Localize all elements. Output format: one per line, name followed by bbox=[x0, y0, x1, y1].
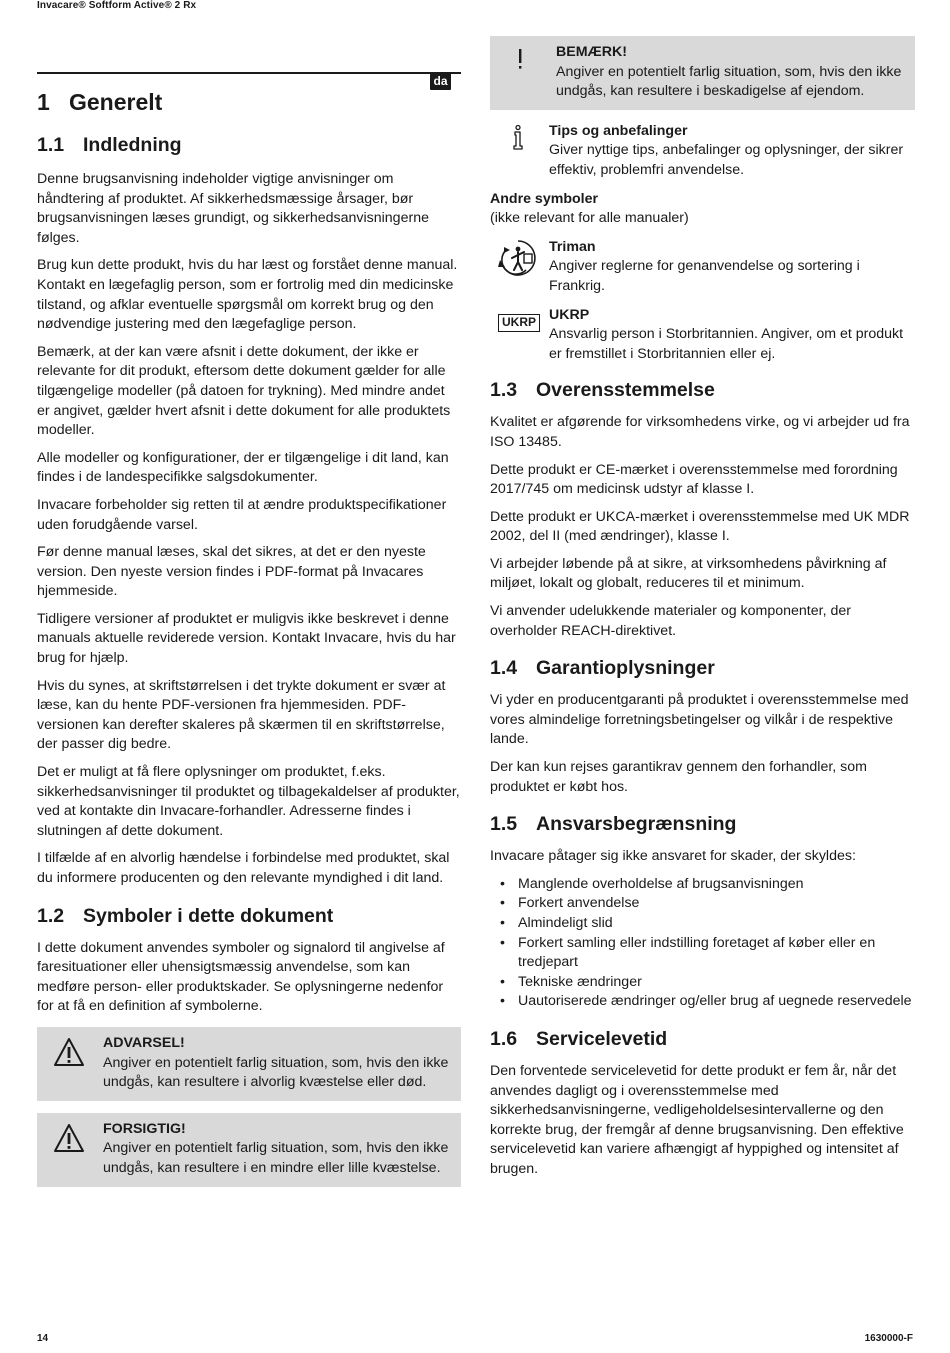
paragraph: Vi arbejder løbende på at sikre, at virksomhedens påvirkning af miljøet, lokalt og globalt, reduceres til et minimum. bbox=[490, 555, 887, 592]
paragraph: Alle modeller og konfigurationer, der er tilgængelige i dit land, kan findes i de landespecifikke salgsdokumenter. bbox=[37, 449, 449, 486]
paragraph: Invacare forbeholder sig retten til at ændre produktspecifikationer uden forudgående varsel. bbox=[37, 496, 447, 533]
paragraph: I dette dokument anvendes symboler og signalord til angivelse af faresituationer eller uhensigtsmæssig anvendelse, som kan medføre person- eller produktskader. Se oplysningerne nedenfor for at få en definition af symbolerne. bbox=[37, 939, 445, 1015]
page-number: 14 bbox=[37, 1333, 49, 1344]
paragraph: Dette produkt er CE-mærket i overensstemmelse med forordning 2017/745 om medicinsk udstyr af klasse I. bbox=[490, 461, 898, 498]
section-heading-1-1 bbox=[37, 132, 461, 158]
other-symbols-heading: Andre symboler bbox=[490, 190, 599, 207]
paragraph: Det er muligt at få flere oplysninger om produktet, f.eks. sikkerhedsanvisninger til produktet og tilbagekaldelser af produkter, ved at kontakte din Invacare-forhandler. Adresserne findes i slutningen af dette dokument. bbox=[37, 764, 460, 839]
section-heading-1-3 bbox=[490, 377, 915, 403]
section-number: 1.4 bbox=[490, 657, 518, 680]
paragraph: Hvis du synes, at skriftstørrelsen i det trykte dokument er svær at læse, kan du hente PDF-versionen fra hjemmesiden. PDF-versionen kan derefter skaleres på skærmen til en skriftstørrelse, der passer dig bedre. bbox=[37, 677, 446, 753]
section-number: 1.6 bbox=[490, 1027, 518, 1050]
caution-box bbox=[37, 1113, 461, 1187]
paragraph: Bemærk, at der kan være afsnit i dette dokument, der ikke er relevante for dit produkt, eftersom dette dokument gælder for alle tilgængelige modeller (på datoen for trykning). Med mindre andet er angivet, gælder hvert afsnit i dette dokument for alle produktets modeller. bbox=[37, 343, 451, 439]
chapter-number: 1 bbox=[37, 89, 50, 115]
warning-triangle-icon bbox=[53, 1037, 85, 1067]
paragraph: Invacare påtager sig ikke ansvaret for skader, der skyldes: bbox=[490, 848, 856, 865]
paragraph: Vi anvender udelukkende materialer og komponenter, der overholder REACH-direktivet. bbox=[490, 603, 851, 639]
liability-list bbox=[490, 875, 915, 1012]
section-number: 1.5 bbox=[490, 813, 518, 836]
section-title: Ansvarsbegrænsning bbox=[536, 813, 737, 836]
list-item: • Forkert samling eller indstilling foretaget af køber eller en tredjepart bbox=[490, 934, 915, 973]
section-title: Servicelevetid bbox=[536, 1027, 668, 1050]
caution-triangle-icon bbox=[53, 1123, 85, 1153]
paragraph: Før denne manual læses, skal det sikres, at det er den nyeste version. Den nyeste version findes i PDF-format på Invacares hjemmeside. bbox=[37, 544, 426, 600]
symbol-text: Giver nyttige tips, anbefalinger og oplysninger, der sikrer effektiv, problemfri anvendelse. bbox=[549, 142, 904, 178]
chapter-heading bbox=[37, 87, 461, 117]
section-heading-1-6 bbox=[490, 1026, 915, 1052]
info-icon bbox=[498, 124, 538, 152]
triman-symbol-row bbox=[490, 238, 915, 297]
section-title: Overensstemmelse bbox=[536, 379, 715, 402]
section-title: Symboler i dette dokument bbox=[83, 904, 334, 927]
document-number: 1630000-F bbox=[864, 1333, 913, 1344]
right-column bbox=[490, 36, 915, 1180]
notice-title: BEMÆRK! bbox=[556, 44, 627, 60]
paragraph: I tilfælde af en alvorlig hændelse i forbindelse med produktet, skal du informere producenten og den relevante myndighed i dit land. bbox=[37, 850, 450, 886]
running-header: Invacare® Softform Active® 2 Rx bbox=[37, 0, 197, 11]
language-tab: da bbox=[430, 73, 451, 90]
list-item: • Uautoriserede ændringer og/eller brug af uegnede reservedele bbox=[490, 992, 915, 1012]
list-item: • Forkert anvendelse bbox=[490, 894, 915, 914]
section-heading-1-4 bbox=[490, 655, 915, 681]
chapter-title: Generelt bbox=[69, 89, 163, 115]
list-item: • Almindeligt slid bbox=[490, 914, 915, 934]
paragraph: Brug kun dette produkt, hvis du har læst og forstået denne manual. Kontakt en lægefaglig person, som er fortrolig med din medicinske tilstand, og afklar eventuelle spørgsmål om korrekt brug og den nødvendige justering med den lægefaglige person. bbox=[37, 257, 458, 333]
paragraph: Denne brugsanvisning indeholder vigtige anvisninger om håndtering af produktet. Af sikkerhedsmæssige årsager, bør brugsanvisningen læses grundigt, og sikkerhedsanvisningerne følges. bbox=[37, 171, 429, 246]
warning-box bbox=[37, 1027, 461, 1101]
section-heading-1-5 bbox=[490, 811, 915, 837]
paragraph: Kvalitet er afgørende for virksomhedens virke, og vi arbejder ud fra ISO 13485. bbox=[490, 414, 910, 450]
symbol-title: UKRP bbox=[549, 306, 590, 323]
exclamation-icon bbox=[504, 44, 536, 74]
section-title: Garantioplysninger bbox=[536, 657, 715, 680]
section-heading-1-2 bbox=[37, 903, 461, 929]
notice-text: Angiver en potentielt farlig situation, som, hvis den ikke undgås, kan resultere i beskadigelse af ejendom. bbox=[556, 63, 902, 100]
section-number: 1.1 bbox=[37, 134, 65, 156]
left-column bbox=[37, 0, 461, 1187]
chapter-rule bbox=[37, 72, 461, 88]
paragraph: Dette produkt er UKCA-mærket i overensstemmelse med UK MDR 2002, del II (med ændringer), klasse I. bbox=[490, 508, 910, 545]
section-title: Indledning bbox=[83, 134, 182, 156]
paragraph: Vi yder en producentgaranti på produktet i overensstemmelse med vores almindelige forretningsbetingelser og vilkår i de respektive lande. bbox=[490, 692, 909, 748]
ukrp-badge-icon: UKRP bbox=[498, 314, 540, 332]
symbol-text: Angiver reglerne for genanvendelse og sortering i Frankrig. bbox=[549, 258, 860, 294]
list-item: • Tekniske ændringer bbox=[490, 973, 915, 993]
notice-text: Angiver en potentielt farlig situation, som, hvis den ikke undgås, kan resultere i en mindre eller lille kvæstelse. bbox=[103, 1140, 449, 1176]
symbol-title: Tips og anbefalinger bbox=[549, 122, 688, 139]
notice-box bbox=[490, 36, 915, 110]
section-number: 1.3 bbox=[490, 379, 518, 402]
symbol-title: Triman bbox=[549, 238, 596, 255]
triman-icon bbox=[496, 238, 540, 278]
section-number: 1.2 bbox=[37, 904, 65, 927]
paragraph: Der kan kun rejses garantikrav gennem den forhandler, som produktet er købt hos. bbox=[490, 759, 867, 795]
notice-title: FORSIGTIG! bbox=[103, 1120, 186, 1137]
paragraph: Tidligere versioner af produktet er muligvis ikke beskrevet i denne manuals aktuelle reviderede version. Kontakt Invacare, hvis du har brug for hjælp. bbox=[37, 610, 456, 667]
ukrp-symbol-row bbox=[490, 306, 915, 365]
other-symbols-subheading: (ikke relevant for alle manualer) bbox=[490, 210, 689, 227]
notice-text: Angiver en potentielt farlig situation, som, hvis den ikke undgås, kan resultere i alvorlig kvæstelse eller død. bbox=[103, 1054, 449, 1091]
tips-symbol-row bbox=[490, 122, 915, 181]
notice-title: ADVARSEL! bbox=[103, 1034, 185, 1051]
list-item: • Manglende overholdelse af brugsanvisningen bbox=[490, 875, 915, 895]
symbol-text: Ansvarlig person i Storbritannien. Angiver, om et produkt er fremstillet i Storbritannien eller ej. bbox=[549, 326, 904, 362]
paragraph: Den forventede servicelevetid for dette produkt er fem år, når det anvendes dagligt og i overensstemmelse med sikkerhedsanvisningerne, vedligeholdelsesintervallerne og den korrekte brug, der fremgår af denne brugsanvisning. Den effektive servicelevetid kan variere afhængigt af hyppighed og intensitet af brugen. bbox=[490, 1062, 904, 1177]
